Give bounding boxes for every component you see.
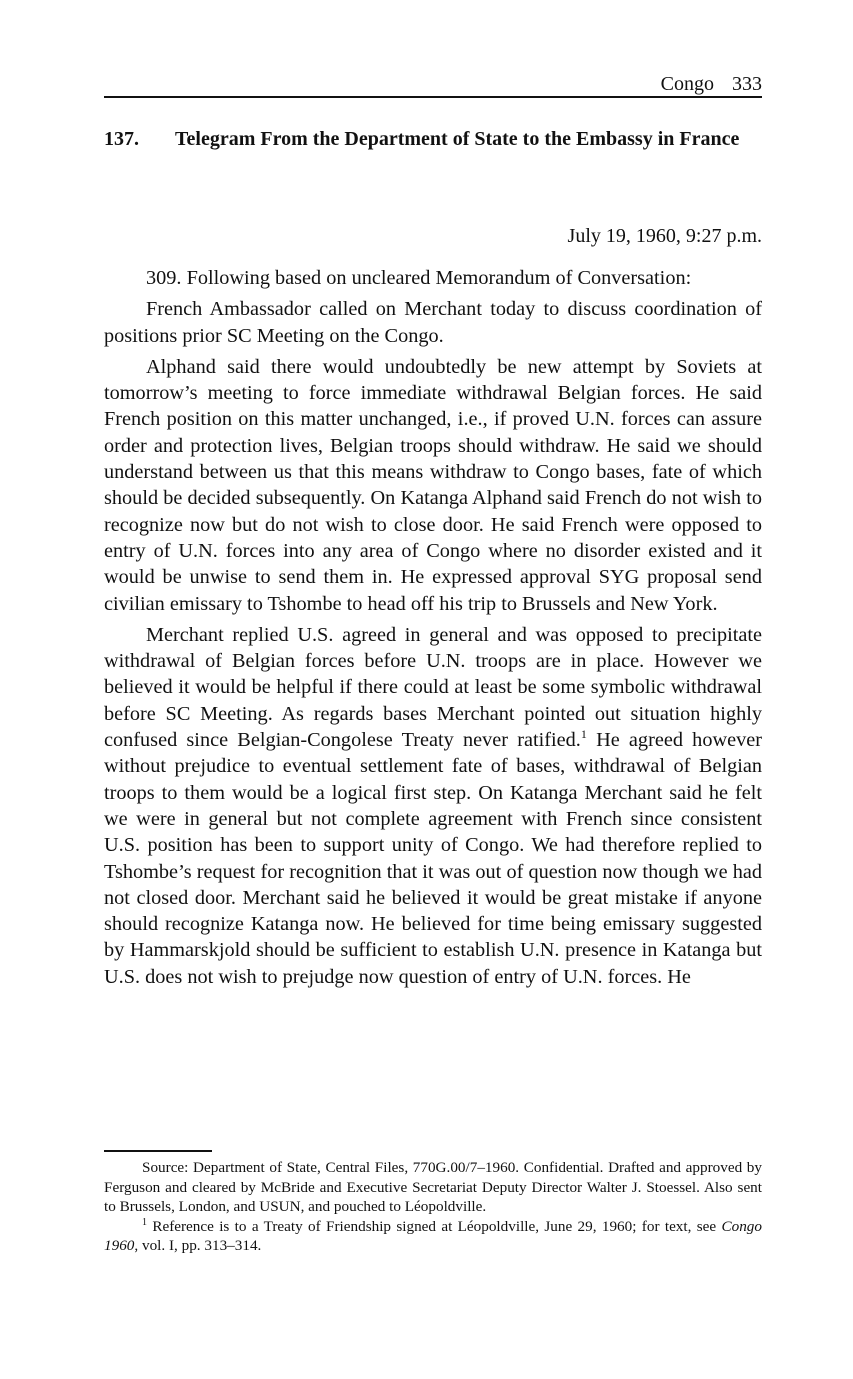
footnotes — [104, 1158, 762, 1256]
footnote-1-text-start: Reference is to a Treaty of Friendship signed at Léopoldville, June 29, 1960; for text, see — [147, 1217, 722, 1235]
footnote-1 — [104, 1217, 762, 1256]
document-title: Telegram From the Department of State to the Embassy in France — [175, 128, 740, 150]
body-paragraph-4-part-2: He agreed however without prejudice to eventual settlement fate of bases, withdrawal of Belgian troops to them would be a logical first step. On Katanga Merchant said he felt we were in general but not complete agreement with French since consistent U.S. position has been to support unity of Congo. We had therefore replied to Tshombe’s request for recognition that it was out of question now though we had not closed door. Merchant said he believed it would be great mistake if anyone should recognize Katanga now. He believed for time being emissary suggested by Hammarskjold should be sufficient to establish U.N. presence in Katanga but U.S. does not wish to prejudge now question of entry of U.N. forces. He — [104, 729, 762, 988]
footnote-1-marker: 1 — [142, 1216, 147, 1228]
body-paragraph-2: French Ambassador called on Merchant today to discuss coordination of positions prior SC Meeting on the Congo. — [104, 298, 762, 347]
document-page — [104, 0, 762, 1379]
body-paragraph-4-part-1: Merchant replied U.S. agreed in general and was opposed to precipitate withdrawal of Belgian forces before U.N. troops are in place. However we believed it would be helpful if there could at least be some symbolic withdrawal before SC Meeting. As regards bases Merchant pointed out situation highly confused since Belgian-Congolese Treaty never ratified. — [104, 623, 762, 752]
footnote-1-citation-title: Congo 1960 — [104, 1217, 762, 1255]
body-paragraph-3: Alphand said there would undoubtedly be new attempt by Soviets at tomorrow’s meeting to force immediate withdrawal Belgian forces. He said French position on this matter unchanged, i.e., if proved U.N. forces can assure order and protection lives, Belgian troops should withdraw. He said we should understand between us that this means withdraw to Congo bases, fate of which should be decided subsequently. On Katanga Alphand said French do not wish to recognize now but do not wish to close door. He said French were opposed to entry of U.N. forces into any area of Congo where no disorder existed and it would be unwise to send them in. He expressed approval SYG proposal send civilian emissary to Tshombe to head off his trip to Brussels and New York. — [104, 355, 762, 615]
body-paragraph-1: 309. Following based on uncleared Memorandum of Conversation: — [146, 267, 692, 289]
header-rule — [104, 96, 762, 98]
footnote-rule — [104, 1150, 212, 1152]
document-number: 137. — [104, 128, 139, 150]
running-head-section: Congo — [660, 73, 714, 95]
dateline: July 19, 1960, 9:27 p.m. — [567, 225, 762, 247]
running-head — [104, 72, 762, 96]
source-note: Source: Department of State, Central Files, 770G.00/7–1960. Confidential. Drafted and approved by Ferguson and cleared by McBride and Executive Secretariat Deputy Director Walter J. Stoessel. Also sent to Brussels, London, and USUN, and pouched to Léopoldville. — [104, 1159, 762, 1216]
body-paragraph-4 — [104, 622, 762, 990]
footnote-1-text-end: , vol. I, pp. 313–314. — [134, 1237, 262, 1255]
footnote-reference-1: 1 — [580, 727, 587, 742]
document-heading — [104, 126, 762, 152]
document-body — [104, 265, 762, 995]
page-number: 333 — [732, 73, 762, 95]
